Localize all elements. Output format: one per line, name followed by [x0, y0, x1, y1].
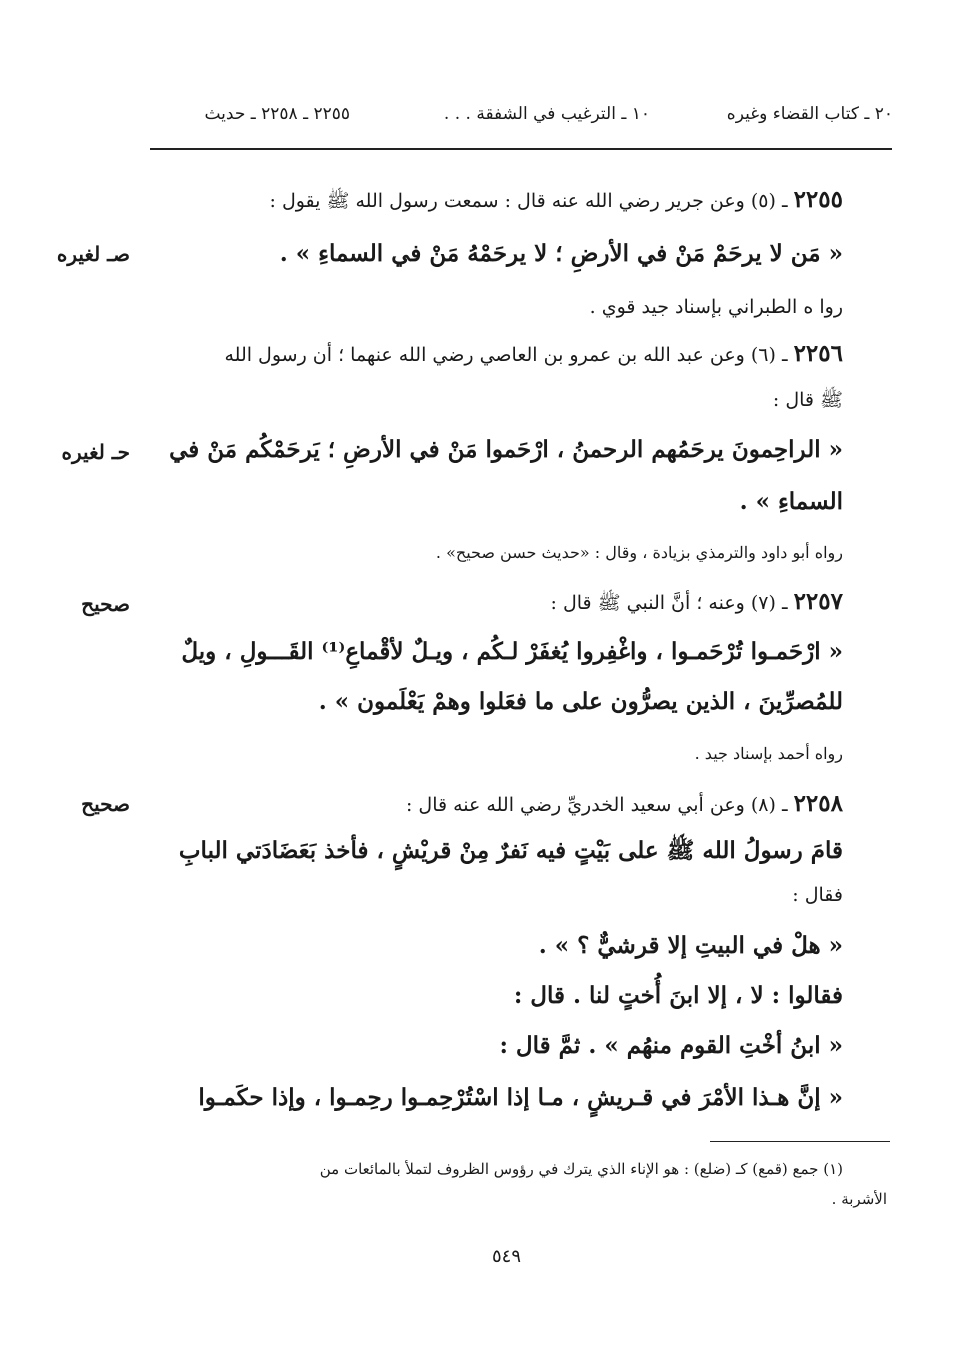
hadith-intro-text: ـ (٦) وعن عبد الله بن عمرو بن العاصي رضي الله عنهما ؛ أن رسول الله [224, 344, 794, 366]
hadith-2255-intro [270, 186, 844, 217]
header-divider [150, 148, 892, 150]
hadith-number: ٢٢٥٥ [793, 186, 843, 213]
hadith-2257-intro [551, 588, 844, 619]
hadith-2257-text-line-1: « ارْحَمـوا تُرْحَمـوا ، واغْفِروا يُغفَرْ لـكُم ، ويـلٌ لأقْماعِ⁽¹⁾ القَـــولِ ، ويلٌ [181, 638, 843, 665]
header-chapter: ٢٠ ـ كتاب القضاء وغيره [726, 104, 893, 124]
hadith-number: ٢٢٥٨ [793, 790, 843, 817]
hadith-2258-text-line-4: فقالوا : لا ، إلا ابنَ أُختٍ لنا . قال : [513, 982, 843, 1009]
hadith-number: ٢٢٥٦ [793, 340, 843, 367]
hadith-2255-source: روا ه الطبراني بإسناد جيد قوي . [589, 296, 843, 318]
footnote-line-1: (١) جمع (قمع) كـ (ضلع) : هو الإناء الذي يترك في رؤوس الظروف لتملأ بالمائعات من [319, 1160, 843, 1178]
header-section: ١٠ ـ الترغيب في الشفقة . . . [443, 104, 650, 124]
hadith-2256-text-line-1: « الراحِمونَ يرحَمُهم الرحمنُ ، ارْحَموا مَنْ في الأرضِ ؛ يَرحَمْكُم مَنْ في [169, 436, 843, 463]
header-hadith-range: ٢٢٥٥ ـ ٢٢٥٨ ـ حديث [204, 104, 350, 124]
hadith-number: ٢٢٥٧ [793, 588, 843, 615]
hadith-intro-text: ـ (٧) وعنه ؛ أنَّ النبي ﷺ قال : [550, 592, 794, 614]
hadith-2258-text-line-5: « ابنُ أخْتِ القوم منهُم » . ثمَّ قال : [499, 1032, 843, 1059]
hadith-2256-intro-cont: ﷺ قال : [772, 389, 843, 411]
hadith-2256-text-line-2: السماءِ » . [739, 488, 843, 515]
hadith-2257-grade: صحيح [81, 592, 130, 616]
hadith-2258-intro [406, 790, 843, 817]
footnote-divider [710, 1141, 890, 1142]
hadith-2255-grade: صـ لغيره [56, 242, 130, 266]
hadith-2258-text-line-6: « إنَّ هـذا الأمْرَ في قـريشٍ ، مـا إذا اسْتُرْحِمـوا رحِمـوا ، وإذا حكَمـوا [198, 1084, 843, 1111]
hadith-2257-text-line-2: للمُصرِّينَ ، الذين يصرُّون على ما فعَلوا وهمْ يَعْلَمون » . [318, 688, 843, 715]
hadith-2258-grade: صحيح [81, 792, 130, 816]
hadith-2258-text-line-2: فقال : [792, 884, 843, 906]
hadith-intro-text: ـ (٥) وعن جرير رضي الله عنه قال : سمعت رسول الله ﷺ يقول : [269, 190, 794, 212]
hadith-2258-text-line-1: قامَ رسولُ الله ﷺ على بَيْتٍ فيه نَفرٌ مِنْ قريْشٍ ، فأخذ بَعَضَادَتي البابِ [178, 837, 843, 864]
footnote-line-2: الأشربة . [831, 1190, 887, 1208]
hadith-2256-intro [224, 340, 843, 367]
hadith-2255-text: « مَن لا يرحَمْ مَنْ في الأرضِ ؛ لا يرحَمْهُ مَنْ في السماءِ » . [279, 240, 843, 267]
hadith-2256-grade: حـ لغيره [61, 440, 130, 464]
hadith-intro-text: ـ (٨) وعن أبي سعيد الخدريِّ رضي الله عنه قال : [405, 794, 794, 816]
hadith-2256-source: رواه أبو داود والترمذي بزيادة ، وقال : «حديث حسن صحيح» . [435, 543, 843, 562]
page-number: ٥٤٩ [492, 1246, 522, 1267]
hadith-2257-source: رواه أحمد بإسناد جيد . [694, 744, 843, 763]
hadith-2258-text-line-3: « هلْ في البيتِ إلا قرشيٌّ ؟ » . [538, 932, 843, 959]
